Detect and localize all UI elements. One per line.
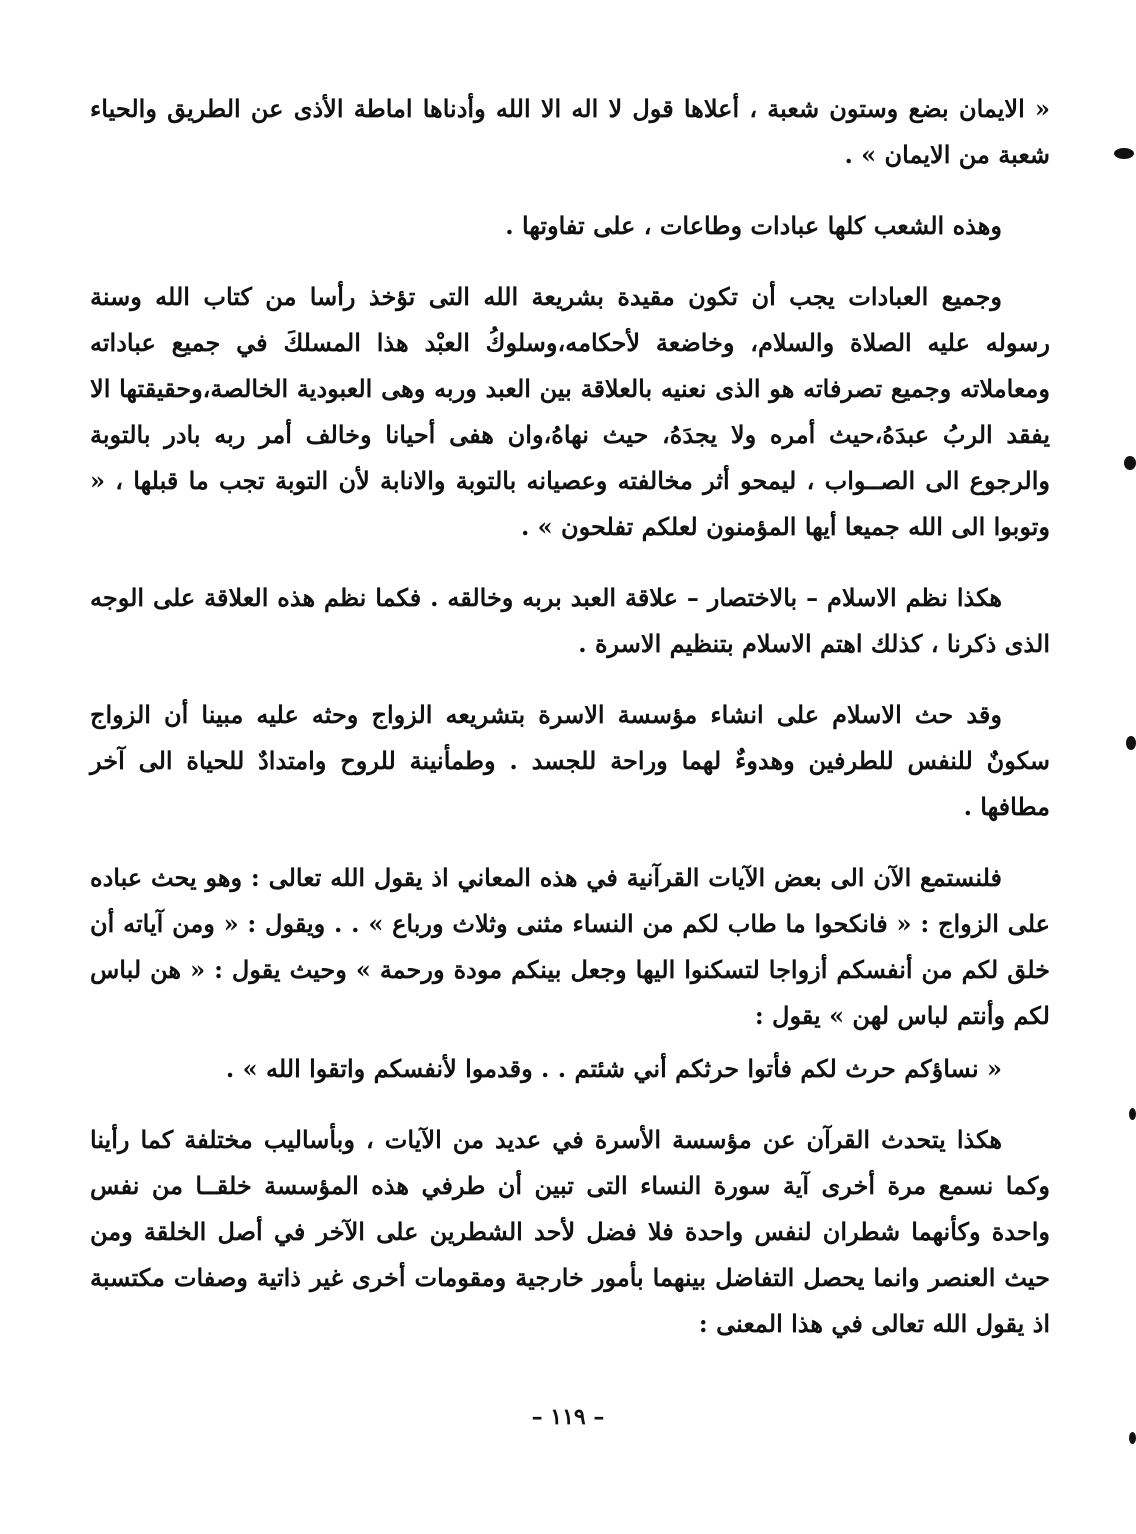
page-number: – ١١٩ – bbox=[531, 1404, 605, 1430]
paragraph-hadith: « الايمان بضع وستون شعبة ، أعلاها قول لا اله الا الله وأدناها اماطة الأذى عن الطريق والحياء شعبة من الايمان » . bbox=[90, 94, 1050, 169]
paragraph-worship: وجميع العبادات يجب أن تكون مقيدة بشريعة الله التى تؤخذ رأسا من كتاب الله وسنة رسوله عليه الصلاة والسلام، وخاضعة لأحكامه،وسلوكُ العبْد هذا المسلكَ في جميع عباداته ومعاملاته وجميع تصرفاته هو الذى نعنيه بالعلاقة بين العبد وربه وهى العبودية الخالصة،وحقيقتها الا يفقد الربُ عبدَهُ،حيث أمره ولا يجدَهُ، حيث نهاهُ،وان هفى أحيانا وخالف أمر ربه بادر بالتوبة والرجوع الى الصــواب ، ليمحو أثر مخالفته وعصيانه بالتوبة والانابة لأن التوبة تجب ما قبلها ، « وتوبوا الى الله جميعا أيها المؤمنون لعلكم تفلحون » . bbox=[90, 282, 1050, 541]
paragraph-family-organization: هكذا نظم الاسلام – بالاختصار – علاقة العبد بربه وخالقه . فكما نظم هذه العلاقة على الوجه الذى ذكرنا ، كذلك اهتم الاسلام بتنظيم الاسرة . bbox=[90, 583, 1050, 658]
scan-mark bbox=[1124, 456, 1136, 470]
paragraph-marriage: وقد حث الاسلام على انشاء مؤسسة الاسرة بتشريعه الزواج وحثه عليه مبينا أن الزواج سكونٌ للنفس للطرفين وهدوءٌ لهما وراحة للجسد . وطمأنينة للروح وامتدادٌ للحياة الى آخر مطافها . bbox=[90, 700, 1050, 821]
paragraph-quran-verses: فلنستمع الآن الى بعض الآيات القرآنية في هذه المعاني اذ يقول الله تعالى : وهو يحث عباده على الزواج : « فانكحوا ما طاب لكم من النساء مثنى وثلاث ورباع » . . ويقول : « ومن آياته أن خلق لكم من أنفسكم أزواجا لتسكنوا اليها وجعل بينكم مودة ورحمة » وحيث يقول : « هن لباس لكم وأنتم لباس لهن » يقول : bbox=[90, 863, 1050, 1030]
paragraph-branches: وهذه الشعب كلها عبادات وطاعات ، على تفاوتها . bbox=[505, 211, 1002, 240]
scan-mark bbox=[1129, 1108, 1136, 1120]
paragraph-verse-quote: « نساؤكم حرث لكم فأتوا حرثكم أني شئتم . . وقدموا لأنفسكم واتقوا الله » . bbox=[225, 1054, 1002, 1083]
scan-mark bbox=[1129, 1432, 1136, 1444]
paragraph-quran-family: هكذا يتحدث القرآن عن مؤسسة الأسرة في عديد من الآيات ، وبأساليب مختلفة كما رأينا وكما نسمع مرة أخرى آية سورة النساء التى تبين أن طرفي هذه المؤسسة خلقــا من نفس واحدة وكأنهما شطران لنفس واحدة فلا فضل لأحد الشطرين على الآخر في أصل الخلقة ومن حيث العنصر وانما يحصل التفاضل بينهما بأمور خارجية ومقومات أخرى غير ذاتية وصفات مكتسبة اذ يقول الله تعالى في هذا المعنى : bbox=[90, 1125, 1051, 1338]
scan-mark bbox=[1126, 736, 1136, 750]
scan-mark bbox=[1114, 148, 1134, 159]
page-body bbox=[90, 86, 1050, 1372]
